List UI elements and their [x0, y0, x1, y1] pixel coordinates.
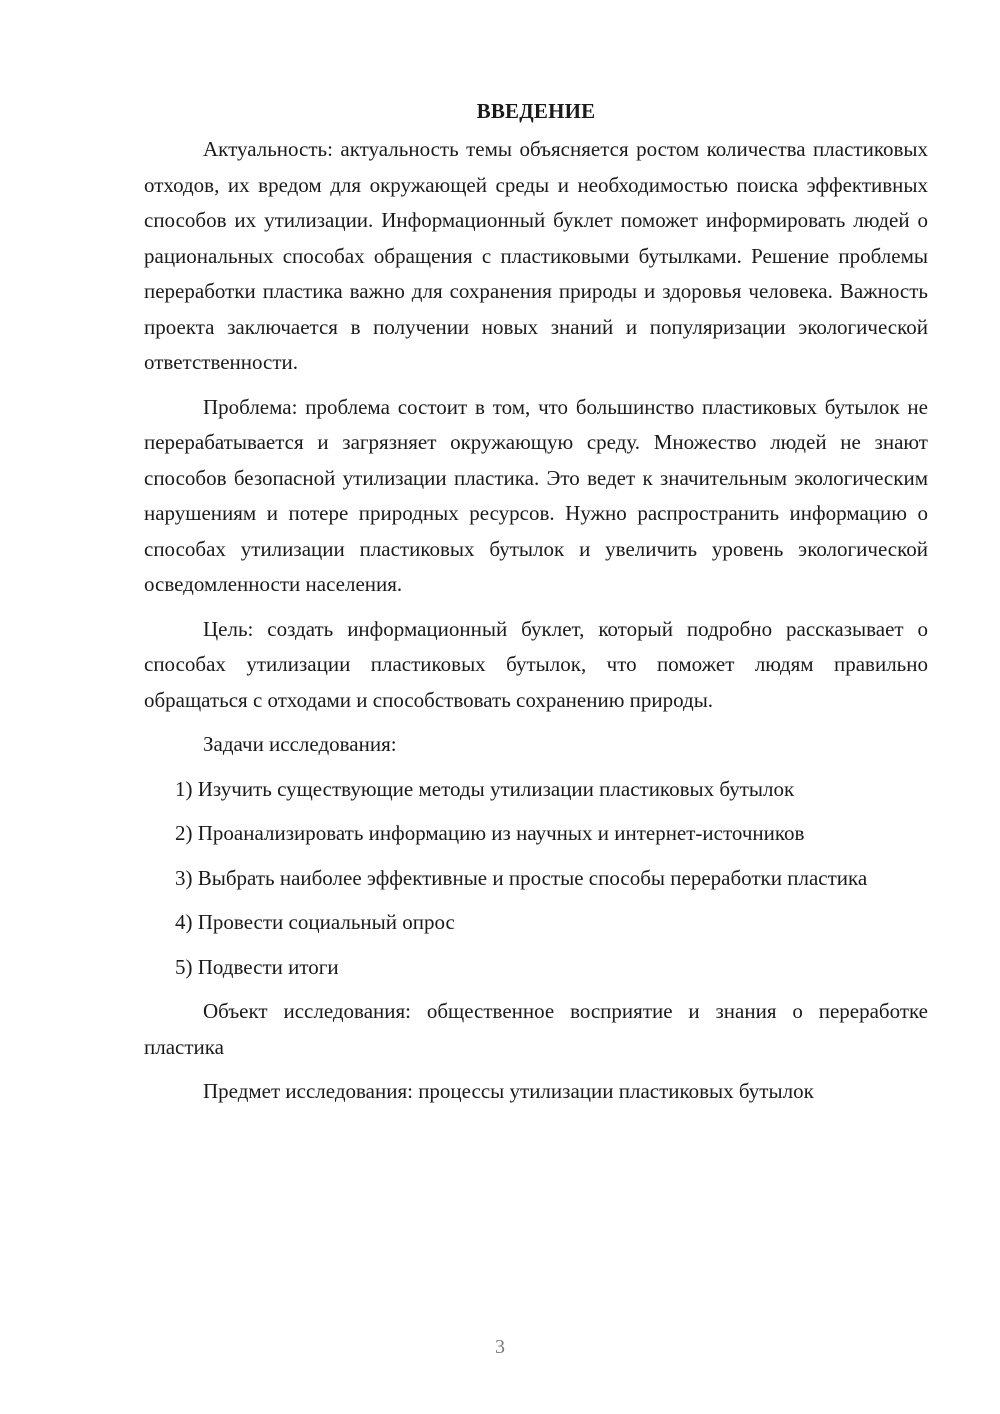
- page-content: [144, 96, 928, 1119]
- task-item-5: 5) Подвести итоги: [175, 954, 339, 979]
- task-item-1: 1) Изучить существующие методы утилизации пластиковых бутылок: [175, 776, 795, 801]
- goal-paragraph: Цель: создать информационный буклет, который подробно рассказывает о способах утилизации пластиковых бутылок, что поможет людям правильно обращаться с отходами и способствовать сохранению природы.: [144, 616, 928, 712]
- subject-paragraph: Предмет исследования: процессы утилизации пластиковых бутылок: [203, 1079, 814, 1103]
- page-number: 3: [495, 1336, 505, 1358]
- object-paragraph: Объект исследования: общественное восприятие и знания о переработке пластика: [144, 999, 928, 1059]
- task-item-4: 4) Провести социальный опрос: [175, 910, 455, 934]
- task-item-3: 3) Выбрать наиболее эффективные и простые способы переработки пластика: [175, 865, 868, 890]
- section-heading: ВВЕДЕНИЕ: [476, 99, 596, 123]
- tasks-title: Задачи исследования:: [203, 732, 397, 756]
- relevance-paragraph: Актуальность: актуальность темы объясняется ростом количества пластиковых отходов, их вредом для окружающей среды и необходимостью поиска эффективных способов их утилизации. Информационный буклет поможет информировать людей о рациональных способах обращения с пластиковыми бутылками. Решение проблемы переработки пластика важно для сохранения природы и здоровья человека. Важность проекта заключается в получении новых знаний и популяризации экологической ответственности.: [144, 137, 928, 374]
- task-item-2: 2) Проанализировать информацию из научных и интернет-источников: [175, 821, 805, 845]
- problem-paragraph: Проблема: проблема состоит в том, что большинство пластиковых бутылок не перерабатывается и загрязняет окружающую среду. Множество людей не знают способов безопасной утилизации пластика. Это ведет к значительным экологическим нарушениям и потере природных ресурсов. Нужно распространить информацию о способах утилизации пластиковых бутылок и увеличить уровень экологической осведомленности населения.: [144, 394, 928, 596]
